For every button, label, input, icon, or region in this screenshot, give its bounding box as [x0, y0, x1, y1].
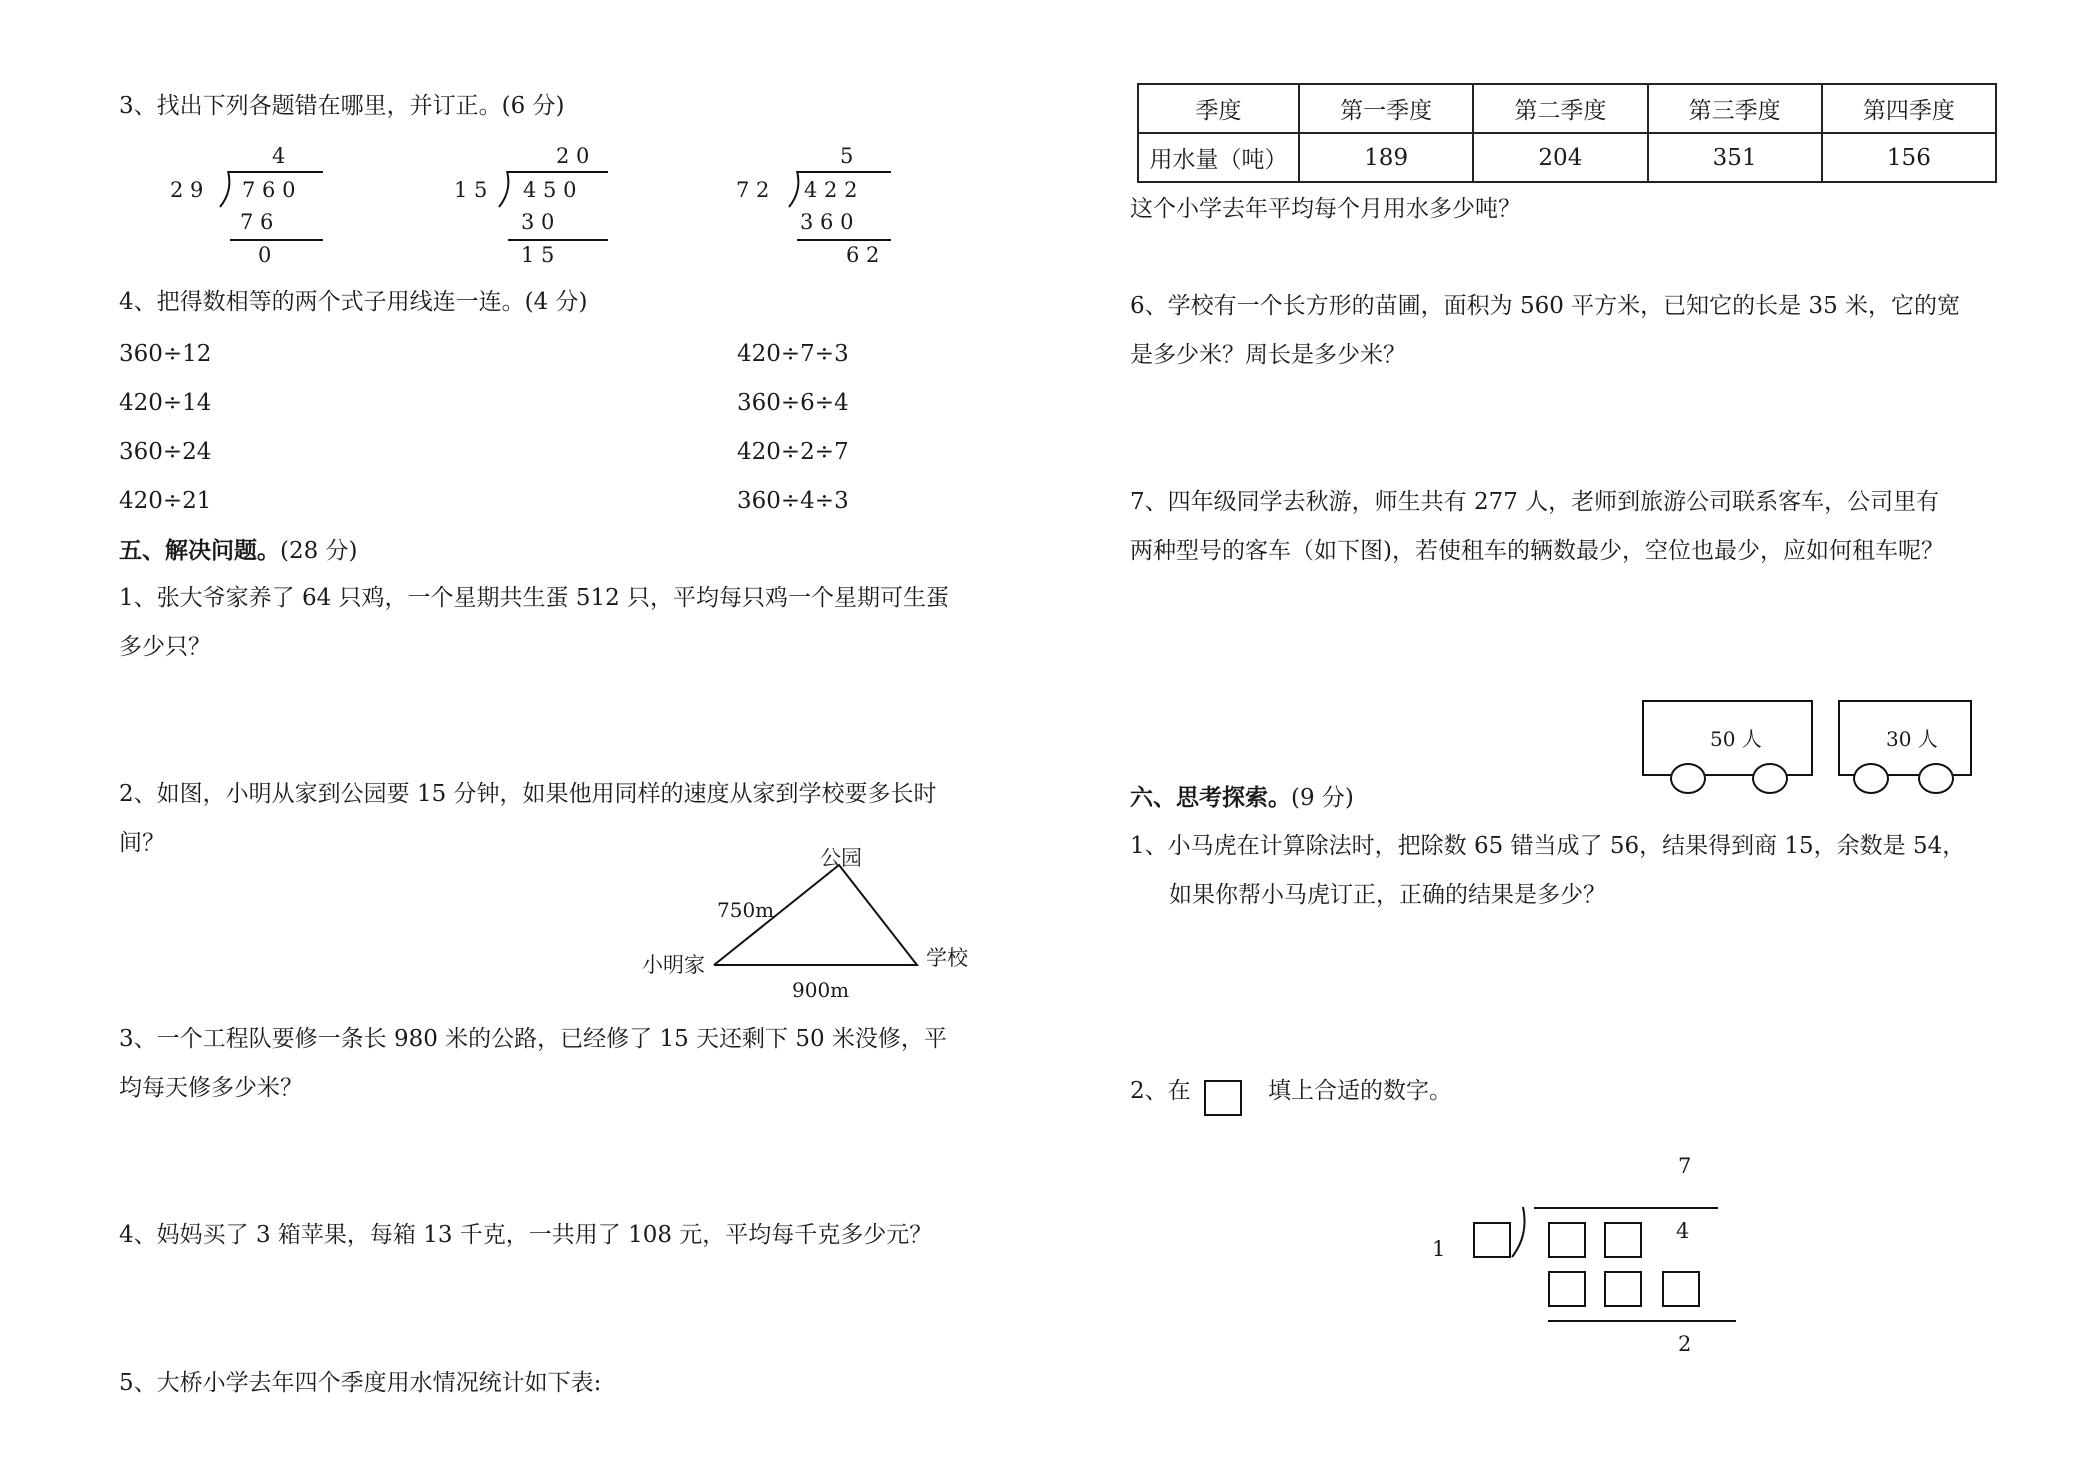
water-usage-table: [1137, 83, 1997, 183]
section-6-score: (9 分): [1291, 785, 1354, 811]
section-5-title: 五、解决问题。: [119, 537, 280, 564]
think-2-pre: 2、在: [1130, 1078, 1191, 1104]
table-cell: 第二季度: [1473, 84, 1647, 133]
label-750m: 750m: [717, 898, 775, 922]
puzzle-divisor-digit: 1: [1432, 1237, 1446, 1261]
wheel-icon: [1670, 763, 1706, 794]
problem-5: 5、大桥小学去年四个季度用水情况统计如下表:: [119, 1370, 602, 1396]
div1-quotient: 4: [272, 144, 286, 168]
div2-divisor: 1 5: [454, 178, 488, 202]
puzzle-dividend-box[interactable]: [1604, 1222, 1642, 1258]
think-2-post: 填上合适的数字。: [1268, 1078, 1452, 1104]
match-right-item[interactable]: 420÷2÷7: [737, 439, 849, 465]
div1-step: 7 6: [240, 210, 274, 234]
bus-capacity-label: 50 人: [1710, 727, 1762, 751]
table-cell: 季度: [1138, 84, 1299, 133]
match-right-item[interactable]: 420÷7÷3: [737, 341, 849, 367]
problem-2-line2: 间？: [119, 830, 165, 856]
table-cell: 156: [1822, 133, 1996, 182]
table-cell: 204: [1473, 133, 1647, 182]
table-row: [1138, 133, 1996, 182]
label-home: 小明家: [642, 953, 705, 977]
label-park: 公园: [820, 846, 862, 870]
think-1-line2: 如果你帮小马虎订正，正确的结果是多少？: [1169, 882, 1606, 908]
puzzle-division-bracket: [1511, 1207, 1525, 1259]
problem-6-line2: 是多少米？周长是多少米？: [1130, 342, 1406, 368]
problem-4: 4、妈妈买了 3 箱苹果，每箱 13 千克，一共用了 108 元，平均每千克多少元？: [119, 1222, 933, 1248]
table-cell: 351: [1648, 133, 1822, 182]
label-school: 学校: [926, 946, 968, 970]
section-5-score: (28 分): [280, 538, 358, 564]
match-left-item[interactable]: 360÷12: [119, 341, 212, 367]
puzzle-product-box[interactable]: [1604, 1271, 1642, 1307]
bus-body: [1838, 700, 1972, 776]
question-3-title: 3、找出下列各题错在哪里，并订正。(6 分): [119, 93, 565, 119]
bus-capacity-label: 30 人: [1886, 727, 1938, 751]
answer-box-sample: [1204, 1080, 1242, 1116]
puzzle-product-box[interactable]: [1548, 1271, 1586, 1307]
section-6-heading: [1130, 786, 1354, 810]
wheel-icon: [1752, 763, 1788, 794]
puzzle-dividend-box[interactable]: [1548, 1222, 1586, 1258]
puzzle-dividend-digit: 4: [1676, 1219, 1690, 1243]
match-left-item[interactable]: 420÷14: [119, 390, 212, 416]
question-4-title: 4、把得数相等的两个式子用线连一连。(4 分): [119, 289, 588, 315]
problem-1-line1: 1、张大爷家养了 64 只鸡，一个星期共生蛋 512 只，平均每只鸡一个星期可生蛋: [119, 585, 950, 611]
bus-body: [1642, 700, 1813, 776]
table-cell: 用水量（吨）: [1138, 133, 1299, 182]
table-cell: 第四季度: [1822, 84, 1996, 133]
match-right-item[interactable]: 360÷6÷4: [737, 390, 849, 416]
problem-1-line2: 多少只？: [119, 634, 211, 660]
think-1-line1: 1、小马虎在计算除法时，把除数 65 错当成了 56，结果得到商 15，余数是 54，: [1130, 833, 1966, 859]
label-900m: 900m: [792, 978, 850, 1002]
match-right-item[interactable]: 360÷4÷3: [737, 488, 849, 514]
div2-step: 3 0: [521, 210, 555, 234]
div3-step: 3 6 0: [800, 210, 854, 234]
problem-6-line1: 6、学校有一个长方形的苗圃，面积为 560 平方米，已知它的长是 35 米，它的宽: [1130, 293, 1961, 319]
div2-quotient: 2 0: [556, 144, 590, 168]
table-cell: 第一季度: [1299, 84, 1473, 133]
puzzle-product-box[interactable]: [1662, 1271, 1700, 1307]
wheel-icon: [1853, 763, 1889, 794]
div3-dividend: 4 2 2: [804, 178, 858, 202]
problem-2-line1: 2、如图，小明从家到公园要 15 分钟，如果他用同样的速度从家到学校要多长时: [119, 781, 937, 807]
div3-remainder: 6 2: [846, 243, 880, 267]
table-header-row: [1138, 84, 1996, 133]
problem-3-line2: 均每天修多少米？: [119, 1075, 303, 1101]
match-left-item[interactable]: 360÷24: [119, 439, 212, 465]
problem-7-line2: 两种型号的客车（如下图)，若使租车的辆数最少，空位也最少，应如何租车呢？: [1130, 538, 1944, 564]
div2-remainder: 1 5: [521, 243, 555, 267]
section-6-title: 六、思考探索。: [1130, 784, 1291, 811]
table-cell: 189: [1299, 133, 1473, 182]
div3-quotient: 5: [840, 144, 854, 168]
puzzle-remainder: 2: [1678, 1332, 1692, 1356]
problem-5-question: 这个小学去年平均每个月用水多少吨？: [1130, 196, 1521, 222]
div3-divisor: 7 2: [736, 178, 770, 202]
puzzle-quotient: 7: [1678, 1154, 1692, 1178]
div2-dividend: 4 5 0: [523, 178, 577, 202]
div1-dividend: 7 6 0: [242, 178, 296, 202]
div1-divisor: 2 9: [170, 178, 204, 202]
div1-remainder: 0: [258, 243, 272, 267]
table-cell: 第三季度: [1648, 84, 1822, 133]
match-left-item[interactable]: 420÷21: [119, 488, 212, 514]
problem-7-line1: 7、四年级同学去秋游，师生共有 277 人，老师到旅游公司联系客车，公司里有: [1130, 489, 1940, 515]
problem-3-line1: 3、一个工程队要修一条长 980 米的公路，已经修了 15 天还剩下 50 米没修，平: [119, 1026, 947, 1052]
wheel-icon: [1918, 763, 1954, 794]
puzzle-divisor-box[interactable]: [1473, 1222, 1511, 1258]
